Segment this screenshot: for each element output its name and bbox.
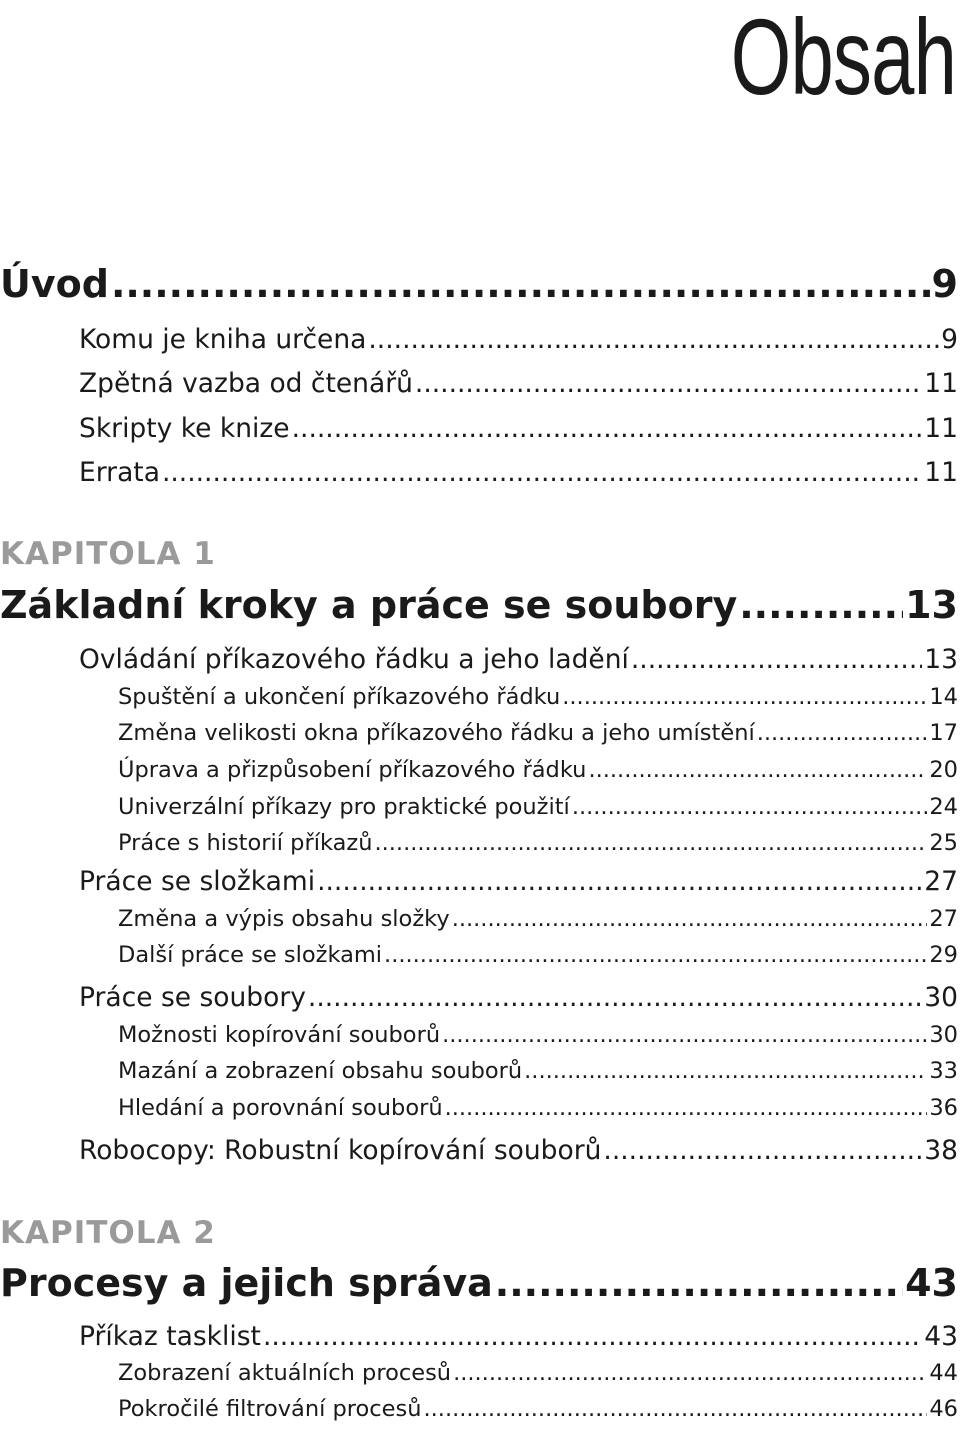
toc-entry-label: Zpětná vazba od čtenářů [79,368,413,399]
toc-page-number: 13 [924,644,958,675]
toc-entry[interactable] [118,1022,958,1048]
dot-leader [495,1261,903,1305]
dot-leader [424,1396,928,1422]
toc-entry-label: Základní kroky a práce se soubory [0,583,738,627]
toc-page-number: 27 [924,866,958,897]
dot-leader [111,262,930,306]
toc-page-number: 9 [941,324,958,355]
toc-entry-label: Mazání a zobrazení obsahu souborů [118,1058,523,1084]
toc-entry[interactable] [118,1058,958,1084]
toc-page-number: 20 [929,757,958,783]
toc-page-number: 44 [929,1360,958,1386]
toc-page-number: 11 [924,457,958,488]
toc-entry-label: Úprava a přizpůsobení příkazového řádku [118,757,587,783]
toc-page-number: 25 [929,830,958,856]
toc-entry-label: Změna a výpis obsahu složky [118,906,450,932]
toc-page-number: 17 [929,720,958,746]
toc-entry-label: Komu je kniha určena [79,324,367,355]
toc-page-number: 46 [929,1396,958,1422]
dot-leader [415,368,922,399]
dot-leader [317,866,922,897]
toc-entry-chapter-2[interactable] [0,1261,958,1305]
chapter-label: KAPITOLA 2 [0,1215,216,1251]
toc-entry[interactable] [79,368,958,399]
dot-leader [292,413,923,444]
dot-leader [631,644,922,675]
toc-entry-intro[interactable] [0,262,958,306]
toc-entry-label: Spuštění a ukončení příkazového řádku [118,684,561,710]
dot-leader [442,1022,927,1048]
dot-leader [384,942,927,968]
dot-leader [588,757,927,783]
page-title: Obsah [730,0,956,117]
toc-entry[interactable] [79,644,958,675]
toc-page-number: 43 [924,1321,958,1352]
toc-entry-label: Úvod [0,262,109,306]
toc-entry[interactable] [118,1095,958,1121]
toc-entry[interactable] [79,1135,958,1166]
toc-page-number: 9 [931,262,958,306]
toc-entry-label: Zobrazení aktuálních procesů [118,1360,452,1386]
toc-page-number: 24 [929,794,958,820]
dot-leader [263,1321,922,1352]
toc-entry[interactable] [118,1360,958,1386]
toc-entry[interactable] [118,906,958,932]
toc-page-number: 27 [929,906,958,932]
dot-leader [162,457,922,488]
toc-entry[interactable] [118,1396,958,1422]
toc-entry-label: Procesy a jejich správa [0,1261,493,1305]
toc-entry[interactable] [79,982,958,1013]
dot-leader [603,1135,922,1166]
toc-entry-label: Robocopy: Robustní kopírování souborů [79,1135,602,1166]
toc-entry-label: Práce s historií příkazů [118,830,373,856]
toc-entry-label: Příkaz tasklist [79,1321,261,1352]
dot-leader [452,906,928,932]
toc-entry-label: Práce se složkami [79,866,316,897]
toc-page-number: 38 [924,1135,958,1166]
dot-leader [445,1095,928,1121]
toc-page-number: 11 [924,413,958,444]
toc-entry[interactable] [79,413,958,444]
toc-entry-label: Skripty ke knize [79,413,290,444]
toc-entry[interactable] [79,457,958,488]
toc-entry[interactable] [118,830,958,856]
toc-entry-label: Errata [79,457,160,488]
toc-page-number: 30 [924,982,958,1013]
toc-entry[interactable] [118,757,958,783]
toc-entry-label: Hledání a porovnání souborů [118,1095,443,1121]
dot-leader [757,720,928,746]
toc-entry[interactable] [118,720,958,746]
dot-leader [374,830,927,856]
toc-entry[interactable] [118,942,958,968]
dot-leader [572,794,928,820]
toc-page-number: 29 [929,942,958,968]
toc-entry-label: Pokročilé filtrování procesů [118,1396,422,1422]
toc-entry[interactable] [79,866,958,897]
toc-entry[interactable] [118,684,958,710]
toc-page-number: 30 [929,1022,958,1048]
toc-entry[interactable] [79,1321,958,1352]
toc-entry-label: Možnosti kopírování souborů [118,1022,441,1048]
toc-page-number: 11 [924,368,958,399]
dot-leader [368,324,939,355]
dot-leader [308,982,922,1013]
dot-leader [739,583,903,627]
toc-entry-chapter-1[interactable] [0,583,958,627]
toc-page-number: 43 [905,1261,958,1305]
toc-page-number: 33 [929,1058,958,1084]
dot-leader [562,684,927,710]
toc-page-number: 36 [929,1095,958,1121]
toc-entry[interactable] [118,794,958,820]
toc-entry-label: Další práce se složkami [118,942,383,968]
toc-entry-label: Univerzální příkazy pro praktické použití [118,794,570,820]
dot-leader [453,1360,927,1386]
toc-entry-label: Ovládání příkazového řádku a jeho ladění [79,644,629,675]
chapter-label: KAPITOLA 1 [0,536,216,572]
toc-page-number: 13 [905,583,958,627]
toc-page-number: 14 [929,684,958,710]
dot-leader [524,1058,927,1084]
toc-entry-label: Změna velikosti okna příkazového řádku a jeho umístění [118,720,755,746]
toc-entry[interactable] [79,324,958,355]
toc-entry-label: Práce se soubory [79,982,306,1013]
